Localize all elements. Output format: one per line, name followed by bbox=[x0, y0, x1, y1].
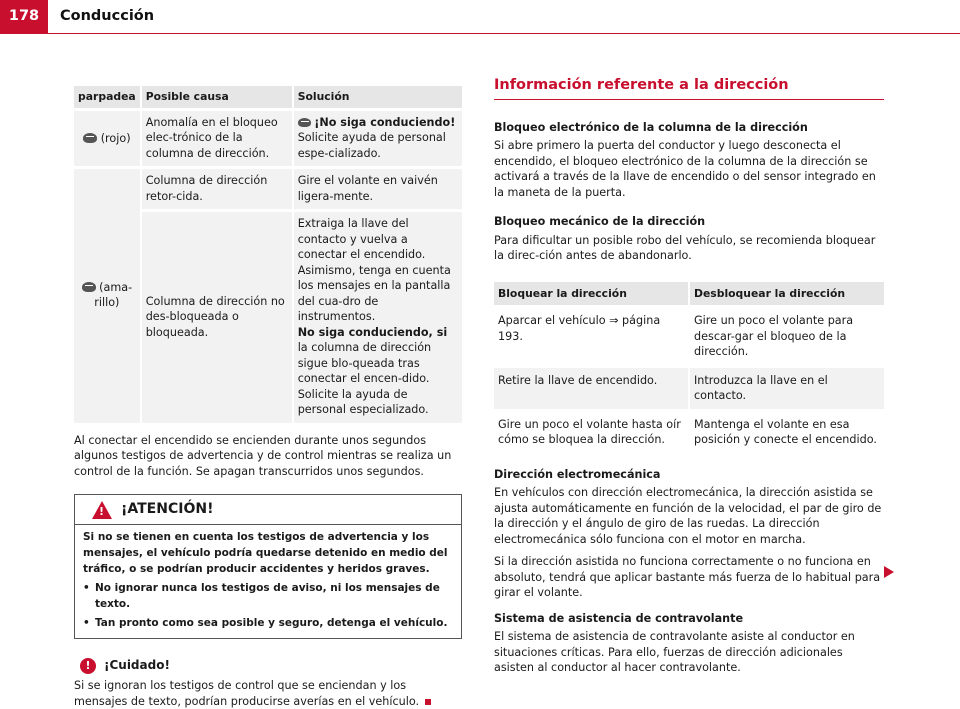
steering-warning-icon bbox=[298, 118, 311, 127]
body-paragraph: Si la dirección asistida no funciona correctamente o no funciona en absoluto, tendrá que aplicar bastante más fuerza de lo habitual para girar el volante. bbox=[494, 555, 881, 599]
list-item-text: No ignorar nunca los testigos de aviso, ni los mensajes de texto. bbox=[95, 582, 440, 610]
body-paragraph: El sistema de asistencia de contravolante asiste al conductor en situaciones críticas. Para ello, fuerzas de dirección adicionales asisten al conductor al hacer contravolante. bbox=[494, 630, 855, 674]
table-row bbox=[494, 305, 884, 365]
table-header-row bbox=[74, 86, 462, 108]
section-end-icon bbox=[425, 699, 431, 705]
body-paragraph: Al conectar el encendido se encienden durante unos segundos algunos testigos de advertencia y de control mientras se realiza un control de la función. Se apagan transcurridos unos segundos. bbox=[74, 433, 452, 478]
table-row bbox=[74, 108, 462, 167]
cause-cell: Columna de dirección retor-cida. bbox=[140, 166, 292, 209]
subsection-title: Bloqueo electrónico de la columna de la dirección bbox=[494, 120, 808, 134]
warning-box bbox=[74, 494, 462, 639]
list-item bbox=[83, 580, 453, 612]
bullet-icon: • bbox=[83, 582, 90, 594]
page-header-title: Conducción bbox=[60, 8, 155, 24]
table-cell: Gire un poco el volante hasta oír cómo se bloquea la dirección. bbox=[494, 409, 688, 453]
table-cell: Mantenga el volante en esa posición y conecte el encendido. bbox=[688, 409, 884, 453]
solution-text: la columna de dirección sigue blo-queada tras conectar el encen-dido. Solicite la ayuda de personal especializado. bbox=[297, 341, 432, 416]
caution-header bbox=[74, 657, 462, 675]
table-row bbox=[494, 409, 884, 453]
solution-text: Solicite ayuda de personal espe-cializado. bbox=[297, 131, 446, 160]
caution-paragraph bbox=[74, 678, 462, 709]
solution-cell: Gire el volante en vaivén ligera-mente. bbox=[292, 166, 462, 209]
indicator-cell bbox=[74, 166, 140, 423]
table-header-cell: Bloquear la dirección bbox=[494, 282, 688, 306]
list-item bbox=[83, 615, 453, 631]
cause-cell: Anomalía en el bloqueo elec-trónico de la columna de dirección. bbox=[140, 108, 292, 167]
table-header-cell: Posible causa bbox=[140, 86, 292, 108]
table-header-row bbox=[494, 282, 884, 306]
bullet-icon: • bbox=[83, 617, 90, 629]
body-paragraph: En vehículos con dirección electromecánica, la dirección asistida se ajusta automáticamente en función de la velocidad, el par de giro de la dirección y el ángulo de giro de las ruedas. La dirección electromecánica sólo funciona con el motor en marcha. bbox=[494, 486, 882, 546]
indicator-label: (ama- bbox=[99, 280, 133, 294]
table-cell: Introduzca la llave en el contacto. bbox=[688, 365, 884, 409]
indicator-label: (rojo) bbox=[100, 131, 131, 145]
solution-cell bbox=[292, 108, 462, 167]
caution-title: ¡Cuidado! bbox=[104, 658, 170, 673]
warning-box-body bbox=[75, 525, 461, 638]
table-cell: Aparcar el vehículo ⇒ página 193. bbox=[494, 305, 688, 365]
cause-cell: Columna de dirección no des-bloqueada o bloqueada. bbox=[140, 209, 292, 423]
warning-box-header bbox=[75, 495, 461, 525]
warning-box-title: ¡ATENCIÓN! bbox=[121, 500, 214, 517]
page-number: 178 bbox=[0, 0, 48, 34]
indicator-cell bbox=[74, 108, 140, 167]
warning-light-table bbox=[74, 86, 462, 423]
table-header-cell: Solución bbox=[292, 86, 462, 108]
subsection-title: Sistema de asistencia de contravolante bbox=[494, 611, 744, 625]
header-rule bbox=[48, 33, 960, 34]
caution-text: Si se ignoran los testigos de control que se enciendan y los mensajes de texto, podrían producirse averías en el vehículo. bbox=[74, 679, 420, 708]
solution-text: Extraiga la llave del contacto y vuelva a conectar el encendido. Asimismo, tenga en cuenta los mensajes en la pantalla del cua-dro de instrumentos. bbox=[297, 217, 451, 323]
steering-warning-icon bbox=[83, 133, 97, 143]
table-header-cell: Desbloquear la dirección bbox=[688, 282, 884, 306]
steering-lock-table bbox=[494, 282, 884, 453]
continue-arrow-icon bbox=[884, 566, 894, 578]
solution-bold-text: ¡No siga conduciendo! bbox=[314, 115, 456, 129]
indicator-label: rillo) bbox=[94, 296, 120, 310]
body-paragraph: Si abre primero la puerta del conductor y luego desconecta el encendido, el bloqueo electrónico de la columna de la dirección se activará a través de la llave de encendido o del sensor integrado en la maneta de la puerta. bbox=[494, 139, 876, 199]
subsection-title: Dirección electromecánica bbox=[494, 467, 661, 481]
body-paragraph: Para dificultar un posible robo del vehículo, se recomienda bloquear la direc-ción antes de abandonarlo. bbox=[494, 233, 876, 262]
table-header-cell: parpadea bbox=[74, 86, 140, 108]
solution-bold-text: No siga conduciendo, si bbox=[297, 325, 448, 339]
list-item-text: Tan pronto como sea posible y seguro, detenga el vehículo. bbox=[95, 617, 448, 629]
steering-warning-icon bbox=[82, 282, 96, 292]
right-column bbox=[494, 78, 884, 676]
table-cell: Gire un poco el volante para descar-gar el bloqueo de la dirección. bbox=[688, 305, 884, 365]
table-row bbox=[74, 166, 462, 209]
subsection-title: Bloqueo mecánico de la dirección bbox=[494, 215, 706, 228]
left-column bbox=[74, 86, 462, 709]
warning-text: Si no se tienen en cuenta los testigos de advertencia y los mensajes, el vehículo podría quedarse detenido en medio del tráfico, o se podrían producir accidentes y heridos graves. bbox=[83, 531, 448, 575]
solution-cell bbox=[292, 209, 462, 423]
table-cell: Retire la llave de encendido. bbox=[494, 365, 688, 409]
warning-triangle-icon bbox=[92, 501, 112, 519]
caution-circle-icon: ! bbox=[80, 658, 96, 674]
table-row bbox=[494, 365, 884, 409]
section-title: Información referente a la dirección bbox=[494, 78, 884, 100]
